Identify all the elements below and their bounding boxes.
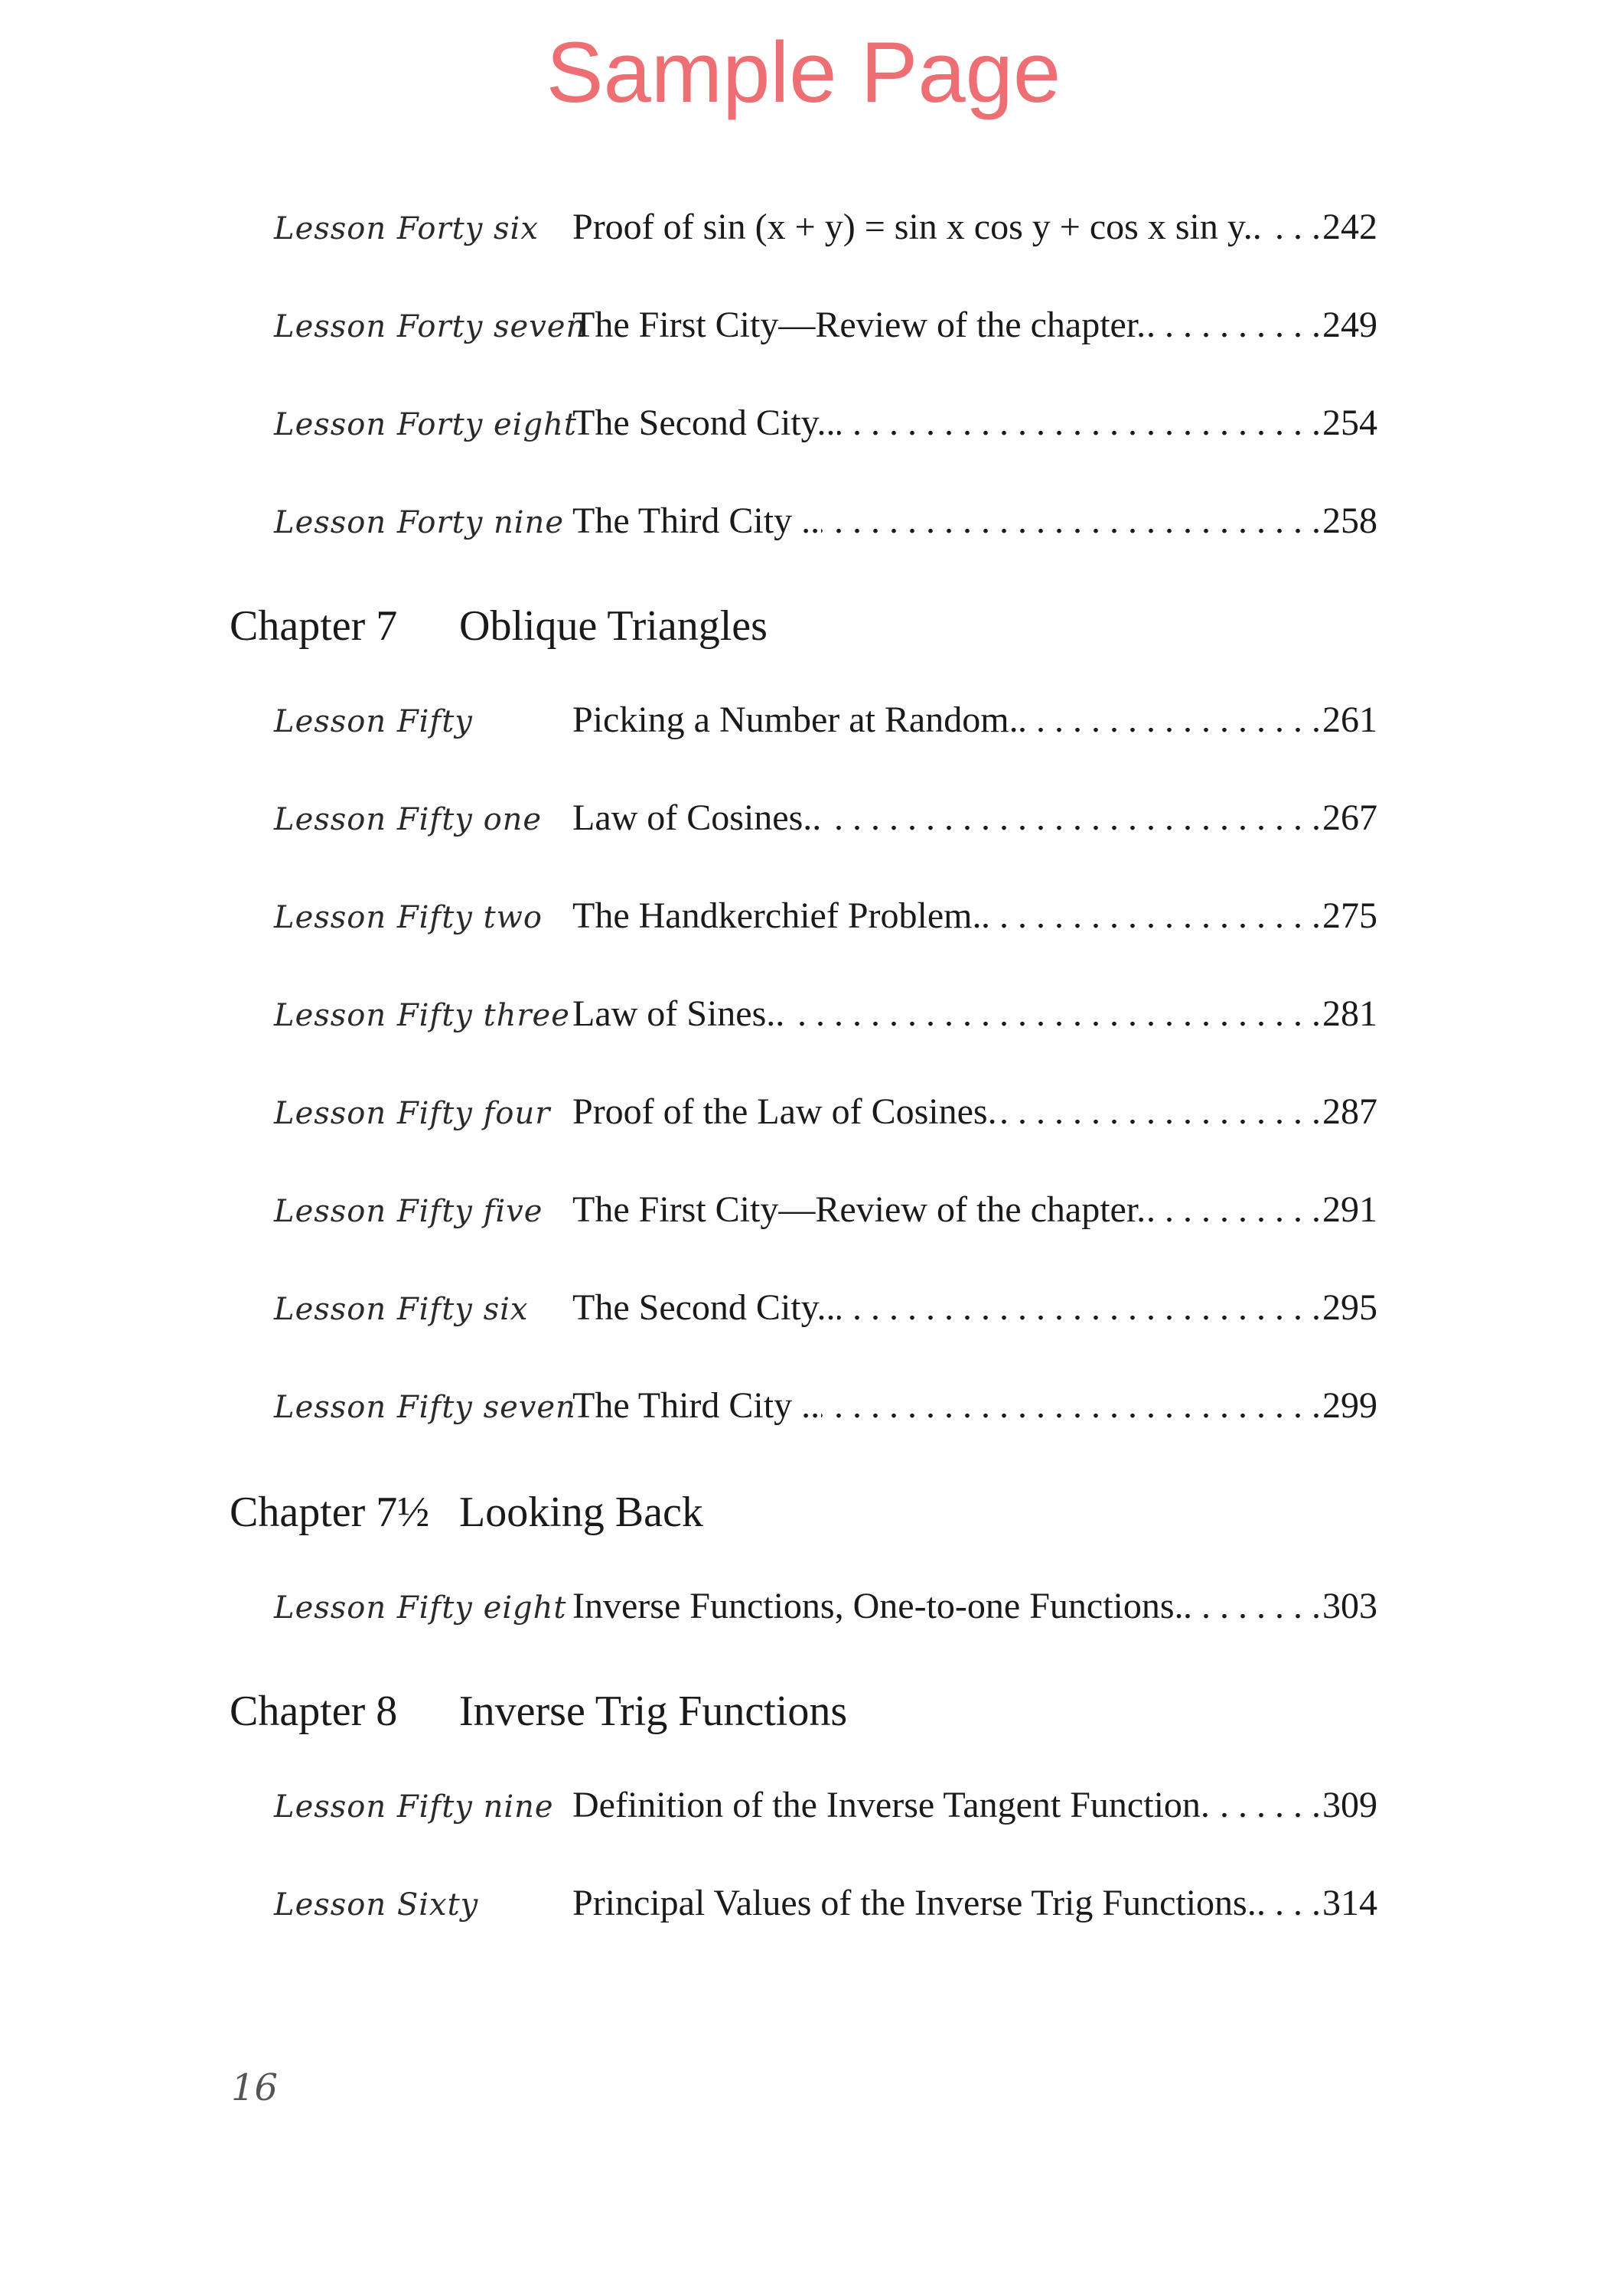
entry-title: Proof of the Law of Cosines.: [572, 1091, 997, 1132]
entry-page-number: 303: [1322, 1586, 1377, 1626]
dot-leader: [1263, 206, 1321, 248]
dot-leader: [1147, 1189, 1321, 1231]
entry-line: [572, 895, 1377, 937]
entry-page-number: 242: [1322, 207, 1377, 247]
dot-leader: [821, 500, 1321, 542]
entry-title: The Handkerchief Problem.: [572, 895, 982, 936]
toc-entry: [0, 1782, 1607, 1835]
entry-page-number: 291: [1322, 1189, 1377, 1230]
toc-entry: [0, 1880, 1607, 1933]
entry-page-number: 309: [1322, 1785, 1377, 1825]
page-number: 16: [231, 2066, 279, 2109]
lesson-name: Lesson Fifty: [274, 704, 473, 739]
dot-leader: [999, 1091, 1321, 1133]
entry-page-number: 249: [1322, 305, 1377, 345]
lesson-name: Lesson Fifty nine: [274, 1789, 554, 1825]
entry-title: Picking a Number at Random.: [572, 700, 1019, 740]
toc-entry: [0, 794, 1607, 848]
toc-entry: [0, 400, 1607, 453]
entry-title: The First City—Review of the chapter.: [572, 1189, 1146, 1230]
entry-page-number: 261: [1322, 700, 1377, 740]
entry-title: Law of Cosines..: [572, 797, 822, 838]
lesson-name: Lesson Fifty three: [274, 998, 570, 1033]
entry-line: [572, 1091, 1377, 1133]
lesson-name: Lesson Forty seven: [274, 309, 587, 344]
toc-entry: [0, 1186, 1607, 1240]
chapter-label: Chapter 8: [230, 1688, 398, 1735]
entry-title: The Second City..: [572, 1287, 836, 1328]
entry-line: [572, 1784, 1377, 1826]
entry-title: Definition of the Inverse Tangent Function.: [572, 1785, 1210, 1825]
toc-entry: [0, 1284, 1607, 1338]
lesson-name: Lesson Fifty six: [274, 1292, 529, 1327]
entry-page-number: 287: [1322, 1091, 1377, 1132]
lesson-name: Lesson Fifty eight: [274, 1590, 567, 1626]
lesson-name: Lesson Fifty two: [274, 900, 543, 935]
toc-entry: [0, 1382, 1607, 1436]
chapter-title: Inverse Trig Functions: [459, 1688, 848, 1735]
lesson-name: Lesson Forty six: [274, 211, 539, 246]
toc-entry: [0, 302, 1607, 355]
dot-leader: [1147, 304, 1321, 346]
chapter-label: Chapter 7½: [230, 1489, 430, 1536]
dot-leader: [837, 402, 1322, 444]
entry-line: [572, 797, 1377, 839]
entry-page-number: 267: [1322, 797, 1377, 838]
entry-title: Inverse Functions, One-to-one Functions.: [572, 1586, 1184, 1626]
entry-line: [572, 1287, 1377, 1329]
chapter-title: Oblique Triangles: [459, 602, 768, 650]
entry-line: [572, 1882, 1377, 1924]
chapter-title: Looking Back: [459, 1489, 703, 1536]
entry-page-number: 281: [1322, 993, 1377, 1034]
entry-title: The Third City ..: [572, 501, 820, 541]
toc-entry: [0, 1088, 1607, 1142]
entry-title: The Second City..: [572, 403, 836, 443]
dot-leader: [1020, 699, 1321, 741]
chapter-label: Chapter 7: [230, 602, 398, 650]
dot-leader: [1211, 1784, 1321, 1826]
dot-leader: [821, 1384, 1321, 1427]
dot-leader: [786, 993, 1321, 1035]
entry-page-number: 275: [1322, 895, 1377, 936]
entry-line: [572, 304, 1377, 346]
entry-title: The First City—Review of the chapter.: [572, 305, 1146, 345]
toc-entry: [0, 990, 1607, 1044]
entry-page-number: 295: [1322, 1287, 1377, 1328]
entry-line: [572, 1189, 1377, 1231]
entry-page-number: 254: [1322, 403, 1377, 443]
entry-line: [572, 500, 1377, 542]
dot-leader: [983, 895, 1321, 937]
toc-entry: [0, 1583, 1607, 1636]
entry-page-number: 258: [1322, 501, 1377, 541]
entry-title: Principal Values of the Inverse Trig Functions.: [572, 1883, 1257, 1923]
entry-title: Law of Sines..: [572, 993, 785, 1034]
entry-page-number: 299: [1322, 1385, 1377, 1426]
entry-line: [572, 206, 1377, 248]
dot-leader: [837, 1287, 1322, 1329]
lesson-name: Lesson Sixty: [274, 1887, 479, 1923]
dot-leader: [823, 797, 1321, 839]
toc-entry: [0, 497, 1607, 551]
lesson-name: Lesson Forty nine: [274, 505, 564, 540]
lesson-name: Lesson Forty eight: [274, 407, 577, 442]
toc-entry: [0, 204, 1607, 257]
toc-entry: [0, 892, 1607, 946]
lesson-name: Lesson Fifty four: [274, 1096, 551, 1131]
lesson-name: Lesson Fifty five: [274, 1194, 543, 1229]
entry-line: [572, 1585, 1377, 1627]
sample-page-watermark: Sample Page: [546, 24, 1061, 120]
entry-line: [572, 699, 1377, 741]
entry-page-number: 314: [1322, 1883, 1377, 1923]
entry-line: [572, 993, 1377, 1035]
dot-leader: [1258, 1882, 1321, 1924]
entry-title: Proof of sin (x + y) = sin x cos y + cos x sin y..: [572, 207, 1262, 247]
dot-leader: [1185, 1585, 1321, 1627]
entry-line: [572, 402, 1377, 444]
lesson-name: Lesson Fifty seven: [274, 1390, 576, 1425]
entry-title: The Third City ..: [572, 1385, 820, 1426]
lesson-name: Lesson Fifty one: [274, 802, 543, 837]
entry-line: [572, 1384, 1377, 1427]
toc-entry: [0, 696, 1607, 750]
